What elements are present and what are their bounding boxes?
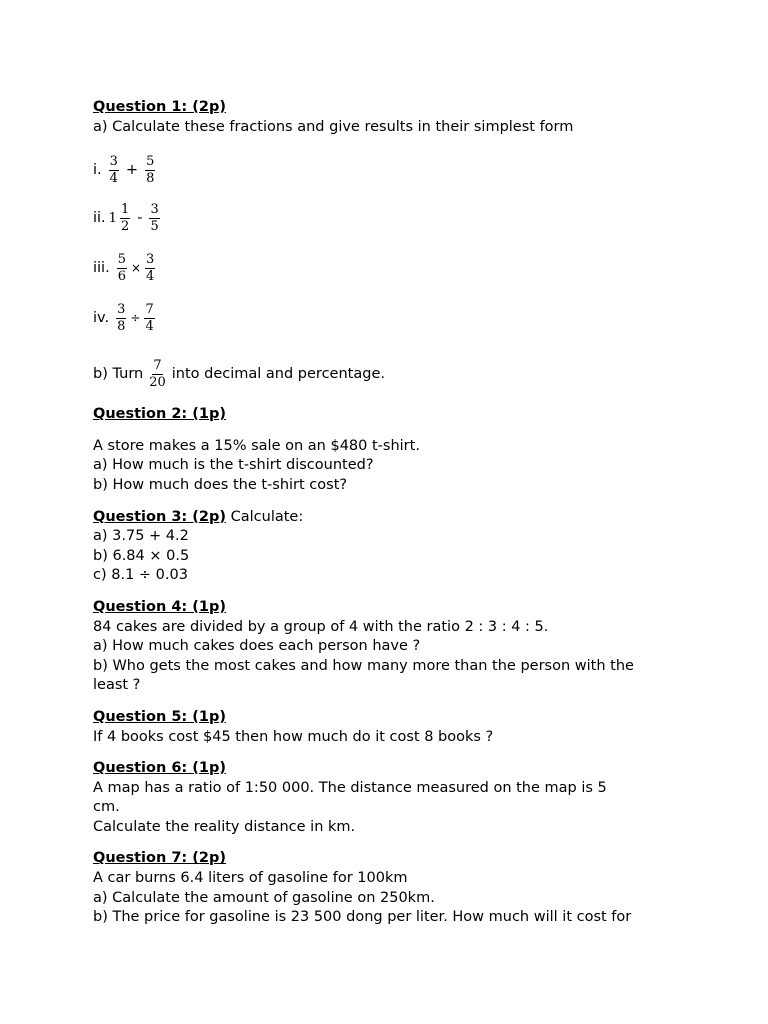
question-text: cm. <box>93 799 120 816</box>
question-text: 84 cakes are divided by a group of 4 with the ratio 2 : 3 : 4 : 5. <box>93 618 549 635</box>
question-text: a) How much is the t-shirt discounted? <box>93 457 374 474</box>
fraction: $\frac{3}{5}$ <box>150 201 159 234</box>
item-label: ii. <box>93 210 106 227</box>
fraction: $\frac{3}{4}$ <box>109 153 118 186</box>
operator: ÷ <box>130 311 141 326</box>
question-title: Question 5: (1p) <box>93 708 227 725</box>
question-text: If 4 books cost $45 then how much do it cost 8 books ? <box>93 728 494 745</box>
fraction: $\frac{1}{2}$ <box>120 201 130 234</box>
question-text: b) How much does the t-shirt cost? <box>93 476 348 493</box>
fraction-item <box>93 149 693 191</box>
question-text: Calculate: <box>226 508 304 525</box>
fraction: $\frac{7}{20}$ <box>149 357 166 390</box>
fraction-item <box>93 197 693 239</box>
fraction: $\frac{5}{8}$ <box>146 153 155 186</box>
operator: - <box>137 210 143 227</box>
question-text: c) 8.1 ÷ 0.03 <box>93 567 188 584</box>
question-6 <box>93 759 693 837</box>
question-text: b) 6.84 × 0.5 <box>93 547 190 564</box>
fraction: $\frac{3}{8}$ <box>117 301 126 334</box>
operator: + <box>125 162 139 179</box>
item-label: i. <box>93 162 102 179</box>
question-title: Question 1: (2p) <box>93 99 227 115</box>
item-label: iv. <box>93 310 110 327</box>
question-text: A map has a ratio of 1:50 000. The distance measured on the map is 5 <box>93 779 607 796</box>
fraction: $\frac{7}{4}$ <box>145 301 154 334</box>
question-title: Question 3: (2p) <box>93 508 227 525</box>
question-4 <box>93 598 693 696</box>
question-title: Question 2: (1p) <box>93 406 227 423</box>
question-text: a) 3.75 + 4.2 <box>93 528 189 545</box>
question-7 <box>93 849 693 927</box>
question-title: Question 7: (2p) <box>93 850 227 867</box>
question-title: Question 4: (1p) <box>93 598 227 615</box>
question-text: a) Calculate these fractions and give results in their simplest form <box>93 118 574 135</box>
question-text: b) The price for gasoline is 23 500 dong per liter. How much will it cost for <box>93 909 632 926</box>
question-text: a) Calculate the amount of gasoline on 250km. <box>93 889 435 906</box>
fraction-item <box>93 247 693 289</box>
whole-number: 1 <box>108 210 117 226</box>
question-text: b) Turn $\frac{7}{20}$ into decimal and percentage. <box>93 357 385 390</box>
question-text: b) Who gets the most cakes and how many more than the person with the <box>93 657 634 674</box>
question-text: Calculate the reality distance in km. <box>93 818 356 835</box>
worksheet <box>93 98 693 928</box>
question-text: least ? <box>93 677 141 694</box>
question-5 <box>93 708 693 747</box>
fraction-item <box>93 297 693 339</box>
question-text: A car burns 6.4 liters of gasoline for 100km <box>93 870 408 887</box>
question-text: a) How much cakes does each person have ? <box>93 638 421 655</box>
operator: × <box>130 261 142 276</box>
fraction: $\frac{3}{4}$ <box>146 251 155 284</box>
question-1 <box>93 98 693 395</box>
question-3 <box>93 508 693 586</box>
question-title: Question 6: (1p) <box>93 760 227 777</box>
fraction: $\frac{5}{6}$ <box>117 251 126 284</box>
question-2 <box>93 405 693 495</box>
question-text: A store makes a 15% sale on an $480 t-shirt. <box>93 437 420 454</box>
item-label: iii. <box>93 260 110 277</box>
